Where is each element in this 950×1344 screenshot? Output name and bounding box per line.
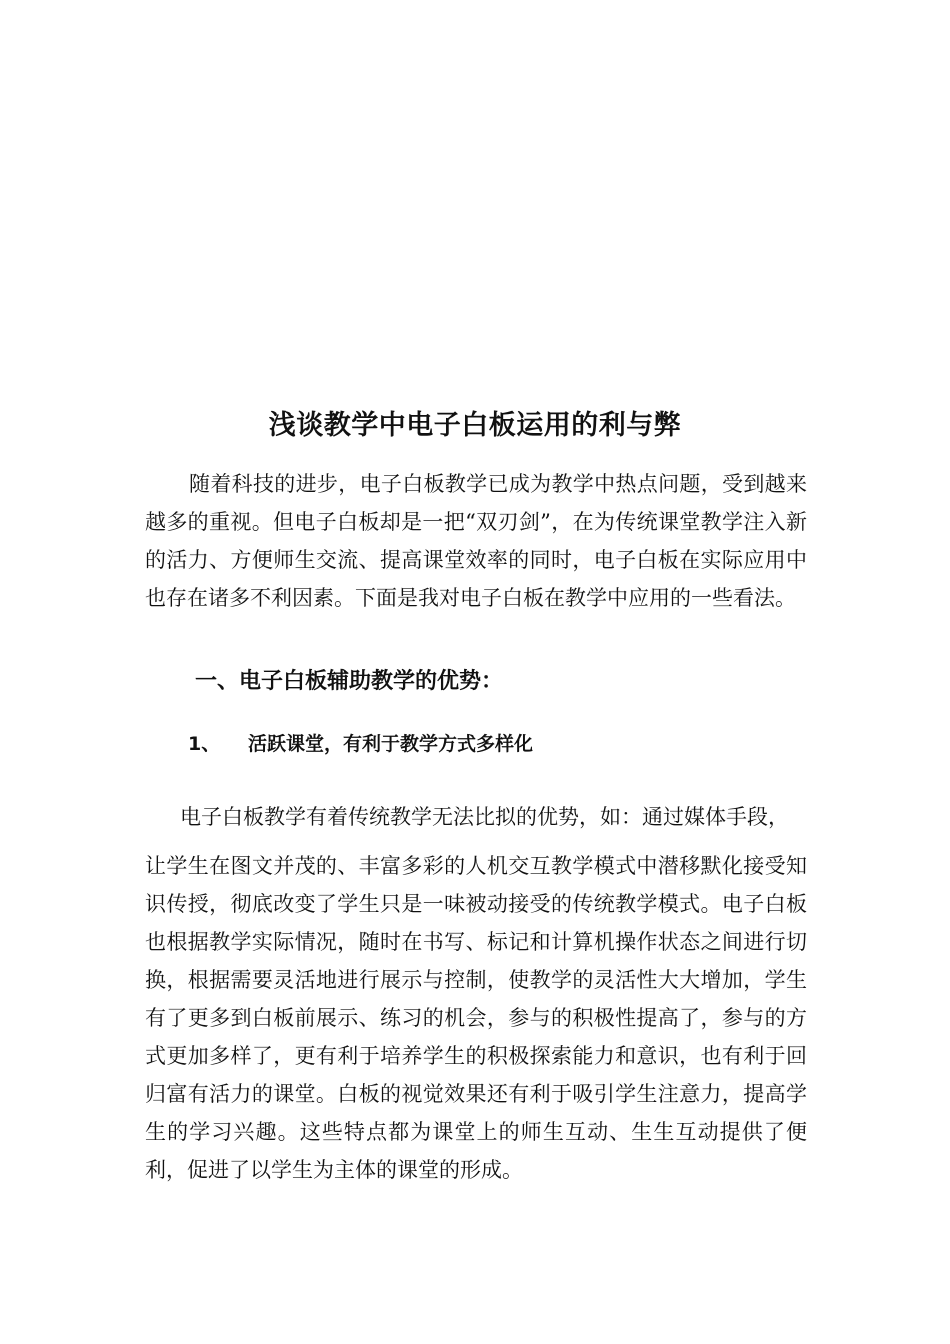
subsection-title: 活跃课堂，有利于教学方式多样化: [248, 733, 534, 755]
body-paragraph: 让学生在图文并茂的、丰富多彩的人机交互教学模式中潜移默化接受知识传授，彻底改变了学生只是一味被动接受的传统教学模式。电子白板也根据教学实际情况，随时在书写、标记和计算机操作状态之间进行切换，根据需要灵活地进行展示与控制，使教学的灵活性大大增加，学生有了更多到白板前展示、练习的机会，参与的积极性提高了，参与的方式更加多样了，更有利于培养学生的积极探索能力和意识，也有利于回归富有活力的课堂。白板的视觉效果还有利于吸引学生注意力，提高学生的学习兴趣。这些特点都为课堂上的师生互动、生生互动提供了便利，促进了以学生为主体的课堂的形成。: [145, 854, 807, 1182]
subsection-number: 1、: [188, 733, 221, 755]
section-heading: 一、电子白板辅助教学的优势：: [195, 669, 504, 694]
intro-paragraph: 随着科技的进步，电子白板教学已成为教学中热点问题，受到越来越多的重视。但电子白板却是一把“双刃剑”，在为传统课堂教学注入新的活力、方便师生交流、提高课堂效率的同时，电子白板在实际应用中也存在诸多不利因素。下面是我对电子白板在教学中应用的一些看法。: [145, 472, 807, 610]
document-title: 浅谈教学中电子白板运用的利与弊: [268, 410, 682, 441]
subsection-heading: [188, 727, 533, 761]
body-paragraph-first-line: 电子白板教学有着传统教学无法比拟的优势，如：通过媒体手段，: [180, 805, 789, 829]
